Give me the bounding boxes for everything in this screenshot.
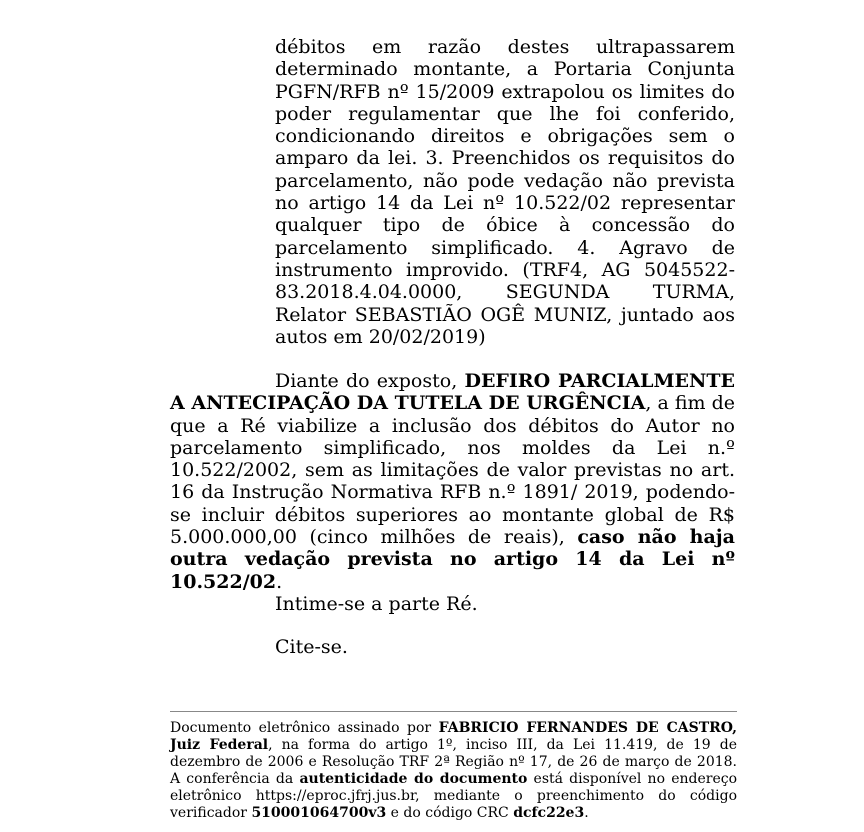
signature-footer — [170, 720, 737, 822]
footer-text-4: e do código CRC — [386, 805, 514, 821]
footer-text-5: . — [584, 805, 589, 821]
footer-text-2: , na forma do artigo 1º, inciso III, da Lei 11.419, de 19 de dezembro de 2006 e Resolução TRF 2ª Região nº 17, de 26 de março de 2018. A conferência da — [170, 737, 737, 787]
footer-verification-code: 510001064700v3 — [251, 805, 387, 821]
footer-divider — [170, 711, 737, 712]
footer-text-3: está disponível no endereço eletrônico https://eproc.jfrj.jus.br, mediante o preenchimento do código verificador — [170, 771, 738, 821]
cite-line: Cite-se. — [275, 636, 348, 658]
decision-paragraph — [170, 370, 735, 593]
decision-end: . — [276, 570, 283, 593]
footer-crc-code: dcfc22e3 — [513, 805, 585, 821]
decision-body: , a fim de que a Ré viabilize a inclusão dos débitos do Autor no parcelamento simplificado, nos moldes da Lei n.º 10.522/2002, sem as limitações de valor previstas no art. 16 da Instrução Normativa RFB n.º 1891/ 2019, podendo-se incluir débitos superiores ao montante global de R$ 5.000.000,00 (cinco milhões de reais), — [170, 392, 736, 549]
jurisprudence-quote: débitos em razão destes ultrapassarem determinado montante, a Portaria Conjunta PGFN/RFB nº 15/2009 extrapolou os limites do poder regulamentar que lhe foi conferido, condicionando direitos e obrigações sem o amparo da lei. 3. Preenchidos os requisitos do parcelamento, não pode vedação não prevista no artigo 14 da Lei nº 10.522/02 representar qualquer tipo de óbice à concessão do parcelamento simplificado. 4. Agravo de instrumento improvido. (TRF4, AG 5045522-83.2018.4.04.0000, SEGUNDA TURMA, Relator SEBASTIÃO OGÊ MUNIZ, juntado aos autos em 20/02/2019) — [275, 36, 735, 348]
footer-signer: FABRICIO FERNANDES DE CASTRO, Juiz Federal — [170, 720, 737, 753]
footer-authenticity: autenticidade do documento — [299, 771, 528, 787]
decision-intro: Diante do exposto, — [275, 370, 465, 392]
intime-line: Intime-se a parte Ré. — [275, 593, 478, 615]
decision-grant: DEFIRO PARCIALMENTE A ANTECIPAÇÃO DA TUTELA DE URGÊNCIA — [170, 370, 735, 415]
footer-text-1: Documento eletrônico assinado por — [170, 720, 439, 736]
decision-condition: caso não haja outra vedação prevista no artigo 14 da Lei nº 10.522/02 — [170, 526, 735, 593]
